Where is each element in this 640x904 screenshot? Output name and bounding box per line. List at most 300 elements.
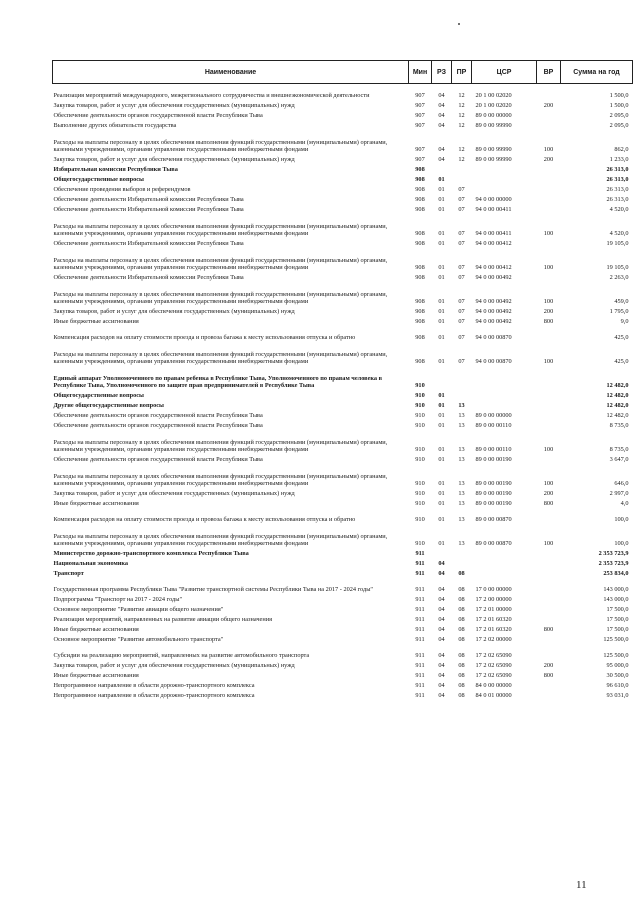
row-rz: 01 — [438, 480, 445, 488]
row-csr: 89 0 00 00870 — [475, 516, 512, 524]
row-min: 910 — [415, 540, 425, 548]
row-vr — [537, 164, 561, 174]
row-min: 908 — [415, 358, 425, 366]
row-name: Расходы на выплаты персоналу в целях обеспечения выполнения функций государственными (муниципальными) органами, казенными учреждениями, органами управления государственными внебюджетными фондами — [53, 472, 388, 488]
row-pr — [452, 366, 472, 390]
table-row — [53, 342, 633, 366]
row-min: 910 — [415, 480, 425, 488]
row-min: 911 — [415, 626, 425, 634]
row-csr: 89 0 00 00190 — [475, 456, 512, 464]
row-name: Расходы на выплаты персоналу в целях обеспечения выполнения функций государственными (муниципальными) органами, казенными учреждениями, органами управления государственными внебюджетными фондами — [53, 438, 388, 454]
row-name: Расходы на выплаты персоналу в целях обеспечения выполнения функций государственными (муниципальными) органами, казенными учреждениями, органами управления государственными внебюджетными фондами — [53, 532, 388, 548]
row-sum: 9,0 — [620, 318, 629, 326]
row-name: Иные бюджетные ассигнования — [53, 626, 139, 634]
row-pr: 08 — [458, 586, 465, 594]
row-csr: 89 0 00 00000 — [475, 112, 512, 120]
row-vr: 100 — [543, 264, 554, 272]
row-csr: 17 2 01 00000 — [475, 606, 512, 614]
row-min: 911 — [415, 652, 425, 660]
row-csr: 17 0 00 00000 — [475, 586, 512, 594]
row-csr: 94 0 00 00411 — [475, 230, 512, 238]
row-min: 908 — [415, 176, 425, 184]
row-min: 908 — [415, 230, 425, 238]
row-csr: 89 0 00 00190 — [475, 480, 512, 488]
row-rz — [432, 548, 452, 558]
row-vr: 100 — [543, 358, 554, 366]
row-sum: 12 482,0 — [606, 412, 629, 420]
row-sum: 2 353 723,9 — [598, 560, 629, 568]
row-rz: 04 — [438, 92, 445, 100]
row-vr — [537, 194, 561, 204]
row-min: 908 — [415, 186, 425, 194]
row-sum: 253 834,0 — [603, 570, 629, 578]
row-min: 908 — [415, 166, 425, 174]
row-sum: 3 647,0 — [609, 456, 629, 464]
row-vr — [537, 390, 561, 400]
row-csr: 89 0 00 00190 — [475, 490, 512, 498]
row-pr: 08 — [458, 606, 465, 614]
row-pr — [452, 558, 472, 568]
table-row — [53, 204, 633, 214]
table-row — [53, 100, 633, 110]
row-pr: 07 — [458, 308, 465, 316]
row-name: Государственная программа Республики Тыва "Развитие транспортной системы Республики Тыва на 2017 - 2024 годы" — [53, 586, 374, 594]
row-pr: 07 — [458, 240, 465, 248]
row-csr: 89 0 00 00000 — [475, 412, 512, 420]
row-min: 910 — [415, 490, 425, 498]
table-row — [53, 430, 633, 454]
row-min: 910 — [415, 456, 425, 464]
row-sum: 100,0 — [614, 540, 629, 548]
row-vr: 100 — [543, 146, 554, 154]
row-name: Обеспечение деятельности Избирательной комиссии Республики Тыва — [53, 274, 244, 282]
row-name: Непрограммное направление в области дорожно-транспортного комплекса — [53, 692, 255, 700]
row-sum: 425,0 — [614, 358, 629, 366]
row-pr: 07 — [458, 186, 465, 194]
row-pr: 12 — [458, 102, 465, 110]
row-csr: 84 0 00 00000 — [475, 682, 512, 690]
row-rz: 01 — [438, 402, 445, 410]
row-rz: 01 — [438, 274, 445, 282]
row-sum: 100,0 — [614, 516, 629, 524]
row-pr: 13 — [458, 412, 465, 420]
row-name: Общегосударственные вопросы — [53, 392, 144, 400]
row-vr — [537, 558, 561, 568]
row-csr: 17 2 02 00000 — [475, 636, 512, 644]
row-name: Общегосударственные вопросы — [53, 176, 144, 184]
row-sum: 17 500,0 — [606, 606, 629, 614]
row-vr — [537, 508, 561, 524]
row-rz: 01 — [438, 334, 445, 342]
row-csr — [472, 164, 537, 174]
row-csr: 17 2 01 60320 — [475, 616, 512, 624]
row-name: Избирательная комиссия Республики Тыва — [53, 166, 178, 174]
row-sum: 143 000,0 — [603, 586, 629, 594]
row-sum: 8 735,0 — [609, 446, 629, 454]
row-vr — [537, 568, 561, 578]
row-min: 911 — [415, 596, 425, 604]
row-min: 910 — [415, 382, 425, 390]
row-rz: 04 — [438, 596, 445, 604]
table-row — [53, 174, 633, 184]
row-csr — [472, 366, 537, 390]
row-csr: 20 1 00 02020 — [475, 102, 512, 110]
table-row — [53, 154, 633, 164]
row-sum: 19 105,0 — [606, 240, 629, 248]
row-name: Обеспечение деятельности Избирательной комиссии Республики Тыва — [53, 206, 244, 214]
table-row — [53, 614, 633, 624]
row-vr: 100 — [543, 446, 554, 454]
table-row — [53, 326, 633, 342]
row-min: 910 — [415, 500, 425, 508]
row-csr: 17 2 02 65090 — [475, 652, 512, 660]
row-sum: 2 095,0 — [609, 122, 629, 130]
row-min: 910 — [415, 402, 425, 410]
row-pr: 07 — [458, 298, 465, 306]
row-csr: 94 0 00 00000 — [475, 196, 512, 204]
row-pr: 13 — [458, 446, 465, 454]
row-rz — [432, 366, 452, 390]
row-rz: 01 — [438, 206, 445, 214]
table-header-row — [53, 61, 633, 84]
row-vr — [537, 120, 561, 130]
row-csr: 89 0 00 00190 — [475, 500, 512, 508]
row-pr — [452, 548, 472, 558]
table-row — [53, 164, 633, 174]
table-row — [53, 524, 633, 548]
row-csr — [472, 568, 537, 578]
row-csr: 94 0 00 00492 — [475, 298, 512, 306]
row-pr — [452, 174, 472, 184]
row-vr: 200 — [543, 490, 554, 498]
row-vr: 100 — [543, 480, 554, 488]
row-pr: 07 — [458, 274, 465, 282]
table-row — [53, 248, 633, 272]
row-vr: 100 — [543, 230, 554, 238]
row-vr — [537, 454, 561, 464]
row-csr — [472, 174, 537, 184]
row-pr: 13 — [458, 540, 465, 548]
row-min: 911 — [415, 662, 425, 670]
row-name: Иные бюджетные ассигнования — [53, 500, 139, 508]
row-name: Реализация мероприятий, направленных на развитие авиации общего назначения — [53, 616, 272, 624]
row-csr: 89 0 00 00870 — [475, 540, 512, 548]
table-row — [53, 84, 633, 100]
row-min: 907 — [415, 112, 425, 120]
row-csr: 89 0 00 00110 — [475, 446, 512, 454]
row-sum: 2 095,0 — [609, 112, 629, 120]
row-csr: 17 2 02 65090 — [475, 662, 512, 670]
row-vr — [537, 690, 561, 700]
row-min: 908 — [415, 274, 425, 282]
row-sum: 125 500,0 — [603, 636, 629, 644]
row-pr: 08 — [458, 626, 465, 634]
row-csr: 17 2 00 00000 — [475, 596, 512, 604]
row-pr: 13 — [458, 490, 465, 498]
row-vr — [537, 204, 561, 214]
row-sum: 143 000,0 — [603, 596, 629, 604]
row-pr: 07 — [458, 196, 465, 204]
row-pr: 12 — [458, 122, 465, 130]
budget-table — [52, 60, 633, 700]
header-name: Наименование — [53, 61, 409, 84]
scan-dot — [458, 23, 460, 25]
row-sum: 1 500,0 — [609, 102, 629, 110]
table-row — [53, 578, 633, 594]
row-rz: 01 — [438, 456, 445, 464]
row-rz: 04 — [438, 560, 445, 568]
row-sum: 96 610,0 — [606, 682, 629, 690]
row-sum: 8 735,0 — [609, 422, 629, 430]
row-rz: 04 — [438, 682, 445, 690]
row-vr — [537, 680, 561, 690]
row-sum: 1 500,0 — [609, 92, 629, 100]
row-rz: 01 — [438, 264, 445, 272]
row-csr: 20 1 00 02020 — [475, 92, 512, 100]
row-name: Обеспечение деятельности органов государственной власти Республики Тыва — [53, 412, 263, 420]
row-min: 908 — [415, 308, 425, 316]
row-vr: 800 — [543, 318, 554, 326]
page-number: 11 — [576, 879, 587, 891]
row-vr: 800 — [543, 500, 554, 508]
table-row — [53, 508, 633, 524]
row-name: Расходы на выплаты персоналу в целях обеспечения выполнения функций государственными (муниципальными) органами, казенными учреждениями, органами управления государственными внебюджетными фондами — [53, 350, 388, 366]
row-pr: 13 — [458, 422, 465, 430]
row-name: Обеспечение деятельности органов государственной власти Республики Тыва — [53, 112, 263, 120]
table-row — [53, 568, 633, 578]
row-name: Обеспечение деятельности Избирательной комиссии Республики Тыва — [53, 240, 244, 248]
table-row — [53, 488, 633, 498]
row-pr: 08 — [458, 662, 465, 670]
row-csr — [472, 558, 537, 568]
row-rz: 04 — [438, 156, 445, 164]
row-pr: 13 — [458, 500, 465, 508]
row-vr: 200 — [543, 308, 554, 316]
table-body — [53, 84, 633, 700]
row-sum: 17 500,0 — [606, 616, 629, 624]
row-csr: 94 0 00 00492 — [475, 308, 512, 316]
row-name: Компенсация расходов на оплату стоимости проезда и провоза багажа к месту использования отпуска и обратно — [53, 334, 356, 342]
row-sum: 4 520,0 — [609, 230, 629, 238]
row-sum: 93 031,0 — [606, 692, 629, 700]
row-rz: 01 — [438, 446, 445, 454]
row-csr: 94 0 00 00492 — [475, 318, 512, 326]
row-min: 910 — [415, 516, 425, 524]
row-vr — [537, 644, 561, 660]
row-rz: 01 — [438, 230, 445, 238]
row-csr: 17 2 01 60320 — [475, 626, 512, 634]
row-sum: 125 500,0 — [603, 652, 629, 660]
row-pr: 07 — [458, 318, 465, 326]
row-pr: 07 — [458, 334, 465, 342]
table-row — [53, 498, 633, 508]
row-vr — [537, 238, 561, 248]
row-min: 910 — [415, 446, 425, 454]
row-name: Закупка товаров, работ и услуг для обеспечения государственных (муниципальных) нужд — [53, 662, 295, 670]
row-csr: 94 0 00 00412 — [475, 240, 512, 248]
header-rz: РЗ — [432, 61, 452, 84]
table-row — [53, 272, 633, 282]
row-name: Обеспечение деятельности органов государственной власти Республики Тыва — [53, 456, 263, 464]
row-sum: 4,0 — [620, 500, 629, 508]
row-sum: 12 482,0 — [606, 402, 629, 410]
row-name: Обеспечение деятельности Избирательной комиссии Республики Тыва — [53, 196, 244, 204]
row-rz: 04 — [438, 102, 445, 110]
row-min: 911 — [415, 636, 425, 644]
row-name: Закупка товаров, работ и услуг для обеспечения государственных (муниципальных) нужд — [53, 490, 295, 498]
row-pr: 13 — [458, 456, 465, 464]
row-csr: 89 0 00 99990 — [475, 156, 512, 164]
table-row — [53, 634, 633, 644]
row-sum: 459,0 — [614, 298, 629, 306]
row-min: 908 — [415, 298, 425, 306]
row-rz: 01 — [438, 196, 445, 204]
table-row — [53, 420, 633, 430]
row-sum: 12 482,0 — [606, 382, 629, 390]
table-row — [53, 680, 633, 690]
row-min: 908 — [415, 318, 425, 326]
row-csr — [472, 548, 537, 558]
row-sum: 26 313,0 — [606, 196, 629, 204]
table-row — [53, 306, 633, 316]
row-min: 911 — [415, 570, 425, 578]
row-rz: 01 — [438, 298, 445, 306]
row-rz: 01 — [438, 490, 445, 498]
header-pr: ПР — [452, 61, 472, 84]
row-pr: 07 — [458, 230, 465, 238]
table-row — [53, 454, 633, 464]
row-min: 911 — [415, 682, 425, 690]
row-rz: 01 — [438, 412, 445, 420]
row-vr — [537, 420, 561, 430]
row-rz: 01 — [438, 318, 445, 326]
row-rz: 04 — [438, 146, 445, 154]
row-vr: 200 — [543, 102, 554, 110]
table-row — [53, 604, 633, 614]
row-min: 911 — [415, 672, 425, 680]
row-min: 911 — [415, 692, 425, 700]
row-vr — [537, 84, 561, 100]
row-vr — [537, 272, 561, 282]
row-name: Обеспечение проведения выборов и референдумов — [53, 186, 191, 194]
table-row — [53, 660, 633, 670]
row-vr — [537, 578, 561, 594]
row-rz: 01 — [438, 500, 445, 508]
row-rz: 01 — [438, 308, 445, 316]
row-min: 911 — [415, 606, 425, 614]
row-name: Национальная экономика — [53, 560, 129, 568]
row-min: 908 — [415, 240, 425, 248]
row-sum: 646,0 — [614, 480, 629, 488]
row-rz: 01 — [438, 392, 445, 400]
row-pr: 12 — [458, 112, 465, 120]
row-sum: 1 795,0 — [609, 308, 629, 316]
row-sum: 2 997,0 — [609, 490, 629, 498]
row-name: Непрограммное направление в области дорожно-транспортного комплекса — [53, 682, 255, 690]
row-csr — [472, 400, 537, 410]
row-sum: 26 313,0 — [606, 176, 629, 184]
table-row — [53, 548, 633, 558]
row-name: Основное мероприятие "Развитие автомобильного транспорта" — [53, 636, 224, 644]
row-vr — [537, 174, 561, 184]
row-min: 907 — [415, 122, 425, 130]
row-rz: 01 — [438, 516, 445, 524]
row-name: Субсидии на реализацию мероприятий, направленных на развитие автомобильного транспорта — [53, 652, 310, 660]
header-csr: ЦСР — [472, 61, 537, 84]
row-pr: 13 — [458, 480, 465, 488]
row-name: Министерство дорожно-транспортного комплекса Республики Тыва — [53, 550, 249, 558]
row-sum: 2 353 723,9 — [598, 550, 629, 558]
row-rz: 04 — [438, 122, 445, 130]
row-vr — [537, 604, 561, 614]
row-min: 907 — [415, 156, 425, 164]
row-name: Единый аппарат Уполномоченного по правам ребенка в Республике Тыва, Уполномоченного по правам человека в Республике Тыва, Уполномоченного по защите прав предпринимателей в Республике Тыва — [53, 374, 383, 390]
row-min: 908 — [415, 334, 425, 342]
row-csr: 17 2 02 65090 — [475, 672, 512, 680]
header-sum: Сумма на год — [561, 61, 633, 84]
row-csr: 94 0 00 00412 — [475, 264, 512, 272]
row-min: 911 — [415, 560, 425, 568]
row-name: Закупка товаров, работ и услуг для обеспечения государственных (муниципальных) нужд — [53, 156, 295, 164]
row-rz: 01 — [438, 422, 445, 430]
row-rz: 04 — [438, 626, 445, 634]
row-sum: 2 263,0 — [609, 274, 629, 282]
table-row — [53, 130, 633, 154]
row-pr: 12 — [458, 92, 465, 100]
row-min: 911 — [415, 550, 425, 558]
row-csr: 89 0 00 99990 — [475, 122, 512, 130]
table-row — [53, 282, 633, 306]
row-csr: 89 0 00 99990 — [475, 146, 512, 154]
row-pr: 13 — [458, 516, 465, 524]
row-pr: 08 — [458, 682, 465, 690]
row-pr — [452, 390, 472, 400]
row-name: Расходы на выплаты персоналу в целях обеспечения выполнения функций государственными (муниципальными) органами, казенными учреждениями, органами управления государственными внебюджетными фондами — [53, 138, 388, 154]
table-row — [53, 670, 633, 680]
row-rz: 04 — [438, 112, 445, 120]
row-pr: 07 — [458, 206, 465, 214]
row-min: 908 — [415, 206, 425, 214]
table-row — [53, 690, 633, 700]
row-rz: 01 — [438, 540, 445, 548]
row-min: 908 — [415, 264, 425, 272]
row-csr: 89 0 00 00110 — [475, 422, 512, 430]
row-pr: 12 — [458, 156, 465, 164]
row-min: 911 — [415, 616, 425, 624]
row-min: 910 — [415, 392, 425, 400]
row-csr — [472, 390, 537, 400]
row-pr: 07 — [458, 358, 465, 366]
row-rz: 04 — [438, 672, 445, 680]
row-vr — [537, 366, 561, 390]
row-pr: 07 — [458, 264, 465, 272]
row-sum: 95 000,0 — [606, 662, 629, 670]
row-rz: 04 — [438, 606, 445, 614]
row-rz: 04 — [438, 616, 445, 624]
row-pr: 08 — [458, 692, 465, 700]
table-row — [53, 238, 633, 248]
row-name: Реализация мероприятий международного, межрегионального сотрудничества и внешнеэкономической деятельности — [53, 92, 370, 100]
row-vr: 200 — [543, 662, 554, 670]
row-vr — [537, 110, 561, 120]
row-name: Иные бюджетные ассигнования — [53, 318, 139, 326]
row-sum: 1 233,0 — [609, 156, 629, 164]
row-pr: 13 — [458, 402, 465, 410]
row-vr — [537, 326, 561, 342]
row-vr: 800 — [543, 626, 554, 634]
row-rz: 01 — [438, 176, 445, 184]
header-min: Мин — [409, 61, 432, 84]
